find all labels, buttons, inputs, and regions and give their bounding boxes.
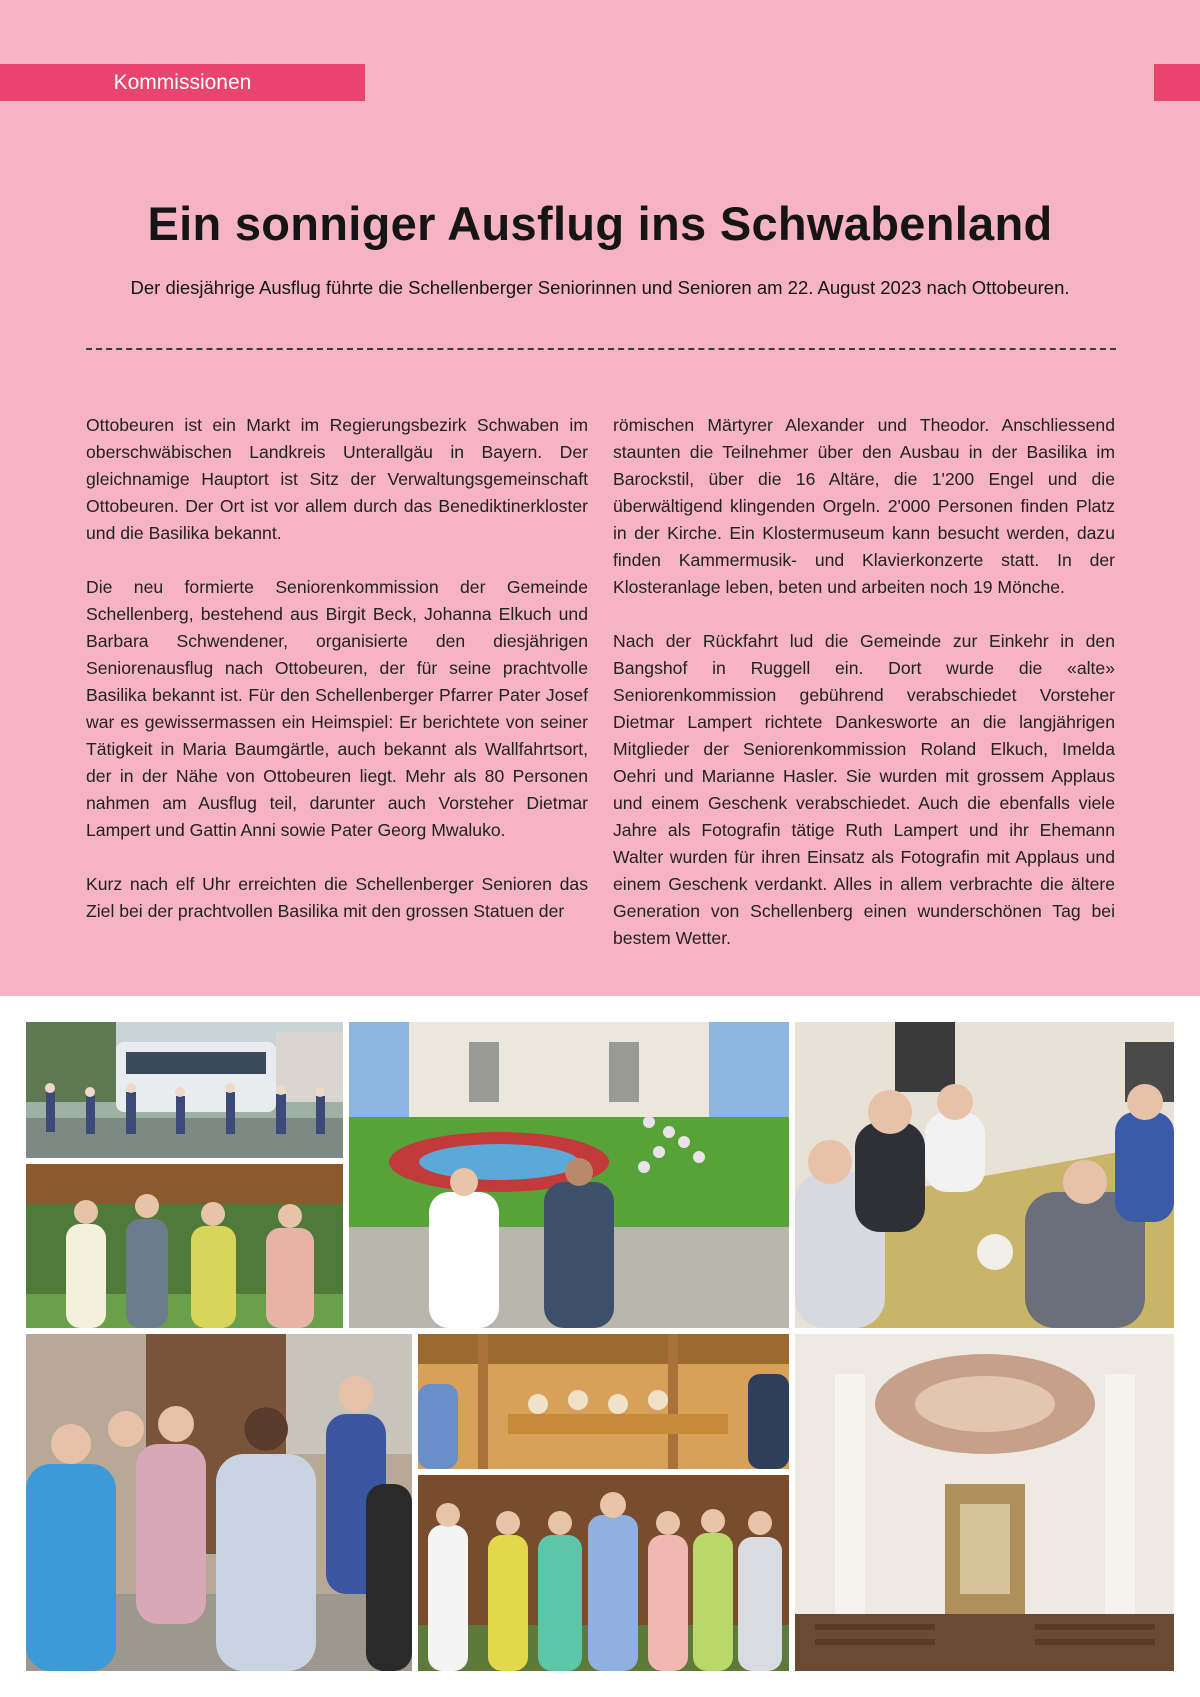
photo-restaurant-table (795, 1022, 1174, 1328)
paragraph: Nach der Rückfahrt lud die Gemeinde zur Einkehr in den Bangshof in Ruggell ein. Dort wurde die «alte» Seniorenkommission gebührend verabschiedet Vorsteher Dietmar Lampert richtete Dankesworte an die langjährigen Mitglieder der Seniorenkommission Roland Elkuch, Imelda Oehri und Marianne Hasler. Sie wurden mit grossem Applaus und einem Geschenk verabschiedet. Auch die ebenfalls viele Jahre als Fotografin tätige Ruth Lampert und ihr Ehemann Walter wurden für ihren Einsatz als Fotografin mit Applaus und einem Geschenk verdankt. Alles in allem verbrachte die ältere Generation von Schellenberg einen wunderschönen Tag bei bestem Wetter. (613, 631, 1115, 948)
paragraph: Kurz nach elf Uhr erreichten die Schellenberger Senioren das Ziel bei der prachtvollen Basilika mit den grossen Statuen der (86, 874, 588, 921)
photo-basilica-interior (795, 1334, 1174, 1671)
paragraph: römischen Märtyrer Alexander und Theodor. Anschliessend staunten die Teilnehmer über den Ausbau in der Basilika im Barockstil, über die 16 Altäre, die 1'200 Engel und die überwältigend klingenden Orgeln. 2'000 Personen finden Platz in der Kirche. Ein Klostermuseum kann besucht werden, dazu finden Kammermusik- und Klavierkonzerte statt. In der Klosteranlage leben, beten und arbeiten noch 19 Mönche. (613, 415, 1115, 597)
text-column-left (86, 412, 588, 952)
photo-group-doorway (26, 1334, 412, 1671)
text-column-right (613, 412, 1115, 979)
photo-bus-group (26, 1022, 343, 1158)
photo-basilica-garden (349, 1022, 789, 1328)
dashed-divider (86, 348, 1116, 350)
corner-marker (1154, 64, 1200, 101)
paragraph: Ottobeuren ist ein Markt im Regierungsbezirk Schwaben im oberschwäbischen Landkreis Unterallgäu in Bayern. Der gleichnamige Hauptort ist Sitz der Verwaltungsgemeinschaft Ottobeuren. Der Ort ist vor allem durch das Benediktinerkloster und die Basilika bekannt. (86, 415, 588, 543)
photo-gift-ceremony (418, 1475, 789, 1671)
paragraph: Die neu formierte Seniorenkommission der Gemeinde Schellenberg, bestehend aus Birgit Beck, Johanna Elkuch und Barbara Schwendener, organisierte den diesjährigen Seniorenausflug nach Ottobeuren, der für seine prachtvolle Basilika bekannt ist. Für den Schellenberger Pfarrer Pater Josef war es gewissermassen ein Heimspiel: Er berichtete von seiner Tätigkeit in Maria Baumgärtle, auch bekannt als Wallfahrtsort, der in der Nähe von Ottobeuren liegt. Mehr als 80 Personen nahmen am Ausflug teil, darunter auch Vorsteher Dietmar Lampert und Gattin Anni sowie Pater Georg Mwaluko. (86, 577, 588, 840)
lead-text: Der diesjährige Ausflug führte die Schellenberger Seniorinnen und Senioren am 22. August 2023 nach Ottobeuren. (130, 277, 1070, 298)
photo-women-garden (26, 1164, 343, 1328)
photo-buffet-table (418, 1334, 789, 1469)
headline: Ein sonniger Ausflug ins Schwabenland (147, 197, 1053, 250)
section-label: Kommissionen (0, 64, 365, 101)
